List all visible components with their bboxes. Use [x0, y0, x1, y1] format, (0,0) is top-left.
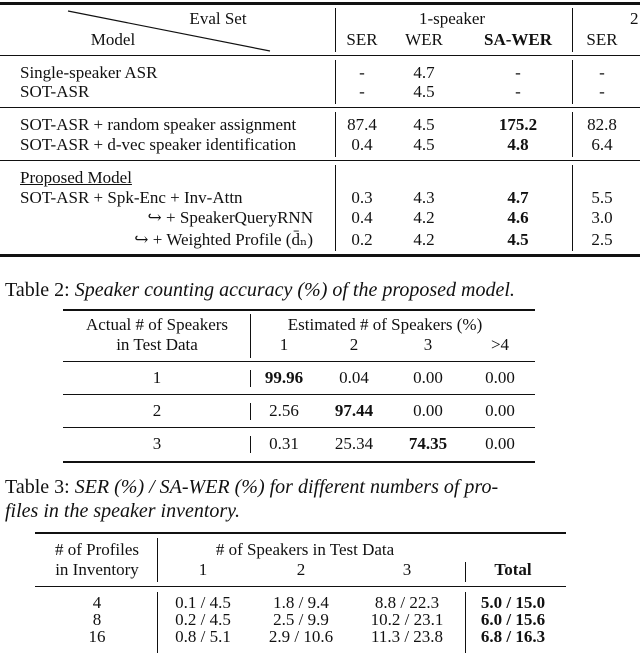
table-cell: 4.5 — [413, 115, 435, 134]
table-cell: - — [599, 82, 605, 101]
total-cell: 5.0 / 15.0 — [480, 593, 546, 612]
column-separator — [335, 112, 336, 157]
column-separator — [250, 370, 251, 387]
table-cell: - — [359, 63, 365, 82]
caption-text: files in the speaker inventory. — [5, 500, 240, 522]
table2-bottom-rule — [63, 461, 535, 463]
table-cell: 0.4 — [351, 208, 373, 227]
column-header: 2 — [349, 335, 359, 354]
table-cell: 4.3 — [413, 188, 435, 207]
table-cell: 4.5 — [413, 82, 435, 101]
table2-caption — [5, 278, 515, 302]
row-header: # of Profiles — [54, 540, 140, 559]
column-header: >4 — [490, 335, 510, 354]
column-separator — [572, 165, 573, 251]
column-group-header: Estimated # of Speakers (%) — [287, 315, 483, 334]
table2-header-rule — [63, 361, 535, 362]
header-group-1-speaker: 1-speaker — [418, 9, 486, 28]
column-separator — [572, 60, 573, 104]
table-cell: 175.2 — [498, 115, 538, 134]
table-cell: 0.00 — [485, 368, 515, 387]
model-name: ↪ + Weighted Profile (d̄ₙ) — [134, 230, 313, 249]
table-cell: - — [515, 63, 521, 82]
table-cell: 97.44 — [334, 401, 374, 420]
table-cell: 10.2 / 23.1 — [370, 610, 444, 629]
table-cell: 0.2 — [351, 230, 373, 249]
row-header: Actual # of Speakers — [85, 315, 229, 334]
table-cell: 5.5 — [591, 188, 613, 207]
column-separator — [157, 538, 158, 582]
table-cell: 11.3 / 23.8 — [370, 627, 444, 646]
table1-header-rule — [0, 55, 640, 56]
row-header: in Test Data — [116, 335, 198, 354]
column-header: SER — [586, 30, 618, 49]
column-header-total: Total — [494, 560, 532, 579]
column-separator — [250, 314, 251, 358]
table1-section-rule — [0, 107, 640, 108]
column-separator — [250, 403, 251, 420]
model-name: SOT-ASR — [20, 82, 90, 101]
table-cell: 4.8 — [507, 135, 529, 154]
table-cell: 8.8 / 22.3 — [374, 593, 440, 612]
column-separator — [465, 562, 466, 582]
table-cell: 6.4 — [591, 135, 613, 154]
table-cell: 4.5 — [413, 135, 435, 154]
table-cell: 1.8 / 9.4 — [273, 593, 329, 612]
table-cell: - — [515, 82, 521, 101]
column-header: 3 — [423, 335, 433, 354]
table-cell: 2.5 — [591, 230, 613, 249]
table-cell: 0.2 / 4.5 — [175, 610, 231, 629]
column-header: 1 — [279, 335, 289, 354]
section-label-proposed-model: Proposed Model — [20, 168, 132, 187]
table-cell: 2.5 / 9.9 — [273, 610, 329, 629]
table1-section-rule — [0, 160, 640, 161]
column-separator — [335, 165, 336, 251]
total-cell: 6.8 / 16.3 — [480, 627, 546, 646]
table-cell: 25.34 — [334, 434, 374, 453]
caption-label: Table 2: — [5, 279, 70, 301]
column-header: WER — [405, 30, 443, 49]
column-separator — [335, 8, 336, 52]
model-name: SOT-ASR + random speaker assignment — [20, 115, 297, 134]
caption-text: SER (%) / SA-WER (%) for different numbers of pro- — [74, 476, 499, 498]
column-header: 1 — [198, 560, 208, 579]
table-cell: 0.00 — [413, 368, 443, 387]
table2-row-rule — [63, 427, 535, 428]
table-cell: 0.3 — [351, 188, 373, 207]
table-cell: 0.00 — [485, 401, 515, 420]
model-name: SOT-ASR + d-vec speaker identification — [20, 135, 297, 154]
total-cell: 6.0 / 15.6 — [480, 610, 546, 629]
row-label: 8 — [92, 610, 102, 629]
table-cell: 0.1 / 4.5 — [175, 593, 231, 612]
row-label: 16 — [88, 627, 106, 646]
table1-bottom-rule — [0, 254, 640, 257]
table-cell: 2.9 / 10.6 — [268, 627, 334, 646]
table2-top-rule — [63, 309, 535, 311]
header-eval-set: Eval Set — [189, 9, 247, 28]
column-separator — [572, 8, 573, 52]
table-cell: 74.35 — [408, 434, 448, 453]
table-cell: 99.96 — [264, 368, 304, 387]
table-cell: 4.7 — [413, 63, 435, 82]
header-group-2-speaker: 2 — [630, 9, 639, 28]
table-cell: - — [599, 63, 605, 82]
table-cell: 82.8 — [587, 115, 617, 134]
row-label: 4 — [92, 593, 102, 612]
row-label: 1 — [152, 368, 162, 387]
model-name: Single-speaker ASR — [20, 63, 158, 82]
column-header: SA-WER — [483, 30, 553, 49]
column-header: 2 — [296, 560, 306, 579]
row-label: 3 — [152, 434, 162, 453]
row-header: in Inventory — [55, 560, 139, 579]
table-cell: 4.7 — [507, 188, 529, 207]
column-separator — [157, 592, 158, 653]
column-separator — [335, 60, 336, 104]
table-cell: 0.00 — [413, 401, 443, 420]
column-group-header: # of Speakers in Test Data — [215, 540, 395, 559]
table-cell: 0.8 / 5.1 — [175, 627, 231, 646]
table-cell: 0.00 — [485, 434, 515, 453]
caption-text: Speaker counting accuracy (%) of the proposed model. — [74, 279, 515, 301]
table-cell: 3.0 — [591, 208, 613, 227]
header-model: Model — [90, 30, 136, 49]
table-cell: 0.31 — [269, 434, 299, 453]
table-cell: 4.5 — [507, 230, 529, 249]
row-label: 2 — [152, 401, 162, 420]
column-header: SER — [346, 30, 378, 49]
model-name: SOT-ASR + Spk-Enc + Inv-Attn — [20, 188, 243, 207]
table-cell: 0.4 — [351, 135, 373, 154]
table-cell: 4.2 — [413, 230, 435, 249]
table2-row-rule — [63, 394, 535, 395]
table3-header-rule — [35, 586, 566, 587]
table3-caption — [5, 475, 498, 523]
table-cell: - — [359, 82, 365, 101]
caption-label: Table 3: — [5, 476, 70, 498]
column-header: 3 — [402, 560, 412, 579]
table-cell: 4.2 — [413, 208, 435, 227]
model-name: ↪ + SpeakerQueryRNN — [147, 208, 313, 227]
table-cell: 2.56 — [269, 401, 299, 420]
table3-top-rule — [35, 532, 566, 534]
column-separator — [465, 592, 466, 653]
table-cell: 0.04 — [339, 368, 369, 387]
table-cell: 87.4 — [347, 115, 377, 134]
table-cell: 4.6 — [507, 208, 529, 227]
column-separator — [572, 112, 573, 157]
column-separator — [250, 436, 251, 453]
